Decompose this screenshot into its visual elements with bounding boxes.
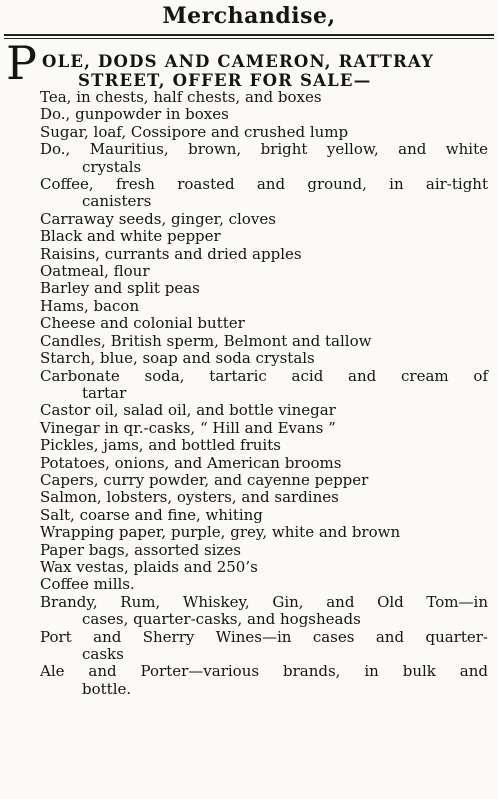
merchandise-list <box>0 89 498 698</box>
heading-rule <box>4 34 494 36</box>
section-title: Merchandise, <box>162 3 336 29</box>
list-item-text: Barley and split peas <box>40 279 200 298</box>
list-item-text: Capers, curry powder, and cayenne pepper <box>40 470 369 489</box>
list-item-text: Vinegar in qr.-casks, “ Hill and Evans ” <box>40 418 336 437</box>
list-item <box>0 106 498 123</box>
list-item <box>0 455 498 472</box>
list-item-text: Candles, British sperm, Belmont and tallow <box>40 331 372 350</box>
list-item-text: Port and Sherry Wines—in cases and quarter- <box>40 627 488 646</box>
list-item <box>0 141 498 176</box>
list-item-text: Coffee mills. <box>40 575 135 594</box>
list-item-text: Do., Mauritius, brown, bright yellow, and white <box>40 140 488 159</box>
list-item-text: Carbonate soda, tartaric acid and cream of <box>40 366 488 385</box>
list-item-continuation: crystals <box>82 157 142 176</box>
list-item-continuation: cases, quarter-casks, and hogsheads <box>82 610 361 629</box>
list-item-text: Tea, in chests, half chests, and boxes <box>40 88 322 106</box>
list-item-text: Hams, bacon <box>40 296 140 315</box>
list-item-text: Coffee, fresh roasted and ground, in air-tight <box>40 175 488 194</box>
list-item <box>0 124 498 141</box>
list-item-continuation: bottle. <box>82 679 132 698</box>
list-item <box>0 402 498 419</box>
advertisement-heading-line-1: OLE, DODS AND CAMERON, RATTRAY <box>42 52 435 71</box>
list-item-text: Wrapping paper, purple, grey, white and brown <box>40 523 401 542</box>
list-item-text: Black and white pepper <box>40 227 221 246</box>
list-item <box>0 368 498 403</box>
list-item <box>0 472 498 489</box>
list-item <box>0 576 498 593</box>
list-item-continuation: tartar <box>82 383 127 402</box>
list-item-text: Oatmeal, flour <box>40 262 150 281</box>
list-item-text: Salt, coarse and fine, whiting <box>40 505 263 524</box>
list-item-text: Raisins, currants and dried apples <box>40 244 302 263</box>
list-item <box>0 315 498 332</box>
list-item <box>0 333 498 350</box>
list-item-text: Ale and Porter—various brands, in bulk and <box>40 662 488 681</box>
list-item-text: Carraway seeds, ginger, cloves <box>40 209 276 228</box>
list-item <box>0 420 498 437</box>
list-item-text: Cheese and colonial butter <box>40 314 245 333</box>
list-item <box>0 350 498 367</box>
list-item <box>0 211 498 228</box>
list-item <box>0 89 498 106</box>
list-item-text: Castor oil, salad oil, and bottle vinegar <box>40 401 336 420</box>
advertisement-heading-line-2: STREET, OFFER FOR SALE— <box>78 71 372 90</box>
list-item-text: Pickles, jams, and bottled fruits <box>40 436 281 455</box>
list-item-text: Wax vestas, plaids and 250’s <box>40 557 258 576</box>
list-item <box>0 176 498 211</box>
list-item-text: Potatoes, onions, and American brooms <box>40 453 342 472</box>
list-item-text: Sugar, loaf, Cossipore and crushed lump <box>40 122 349 141</box>
list-item <box>0 246 498 263</box>
list-item-text: Paper bags, assorted sizes <box>40 540 241 559</box>
list-item <box>0 228 498 245</box>
list-item <box>0 663 498 698</box>
list-item-text: Salmon, lobsters, oysters, and sardines <box>40 488 339 507</box>
list-item <box>0 507 498 524</box>
list-item <box>0 629 498 664</box>
list-item <box>0 298 498 315</box>
heading-rule-thin <box>4 38 494 39</box>
list-item-continuation: canisters <box>82 192 152 211</box>
list-item <box>0 263 498 280</box>
list-item <box>0 524 498 541</box>
list-item-text: Brandy, Rum, Whiskey, Gin, and Old Tom—in <box>40 592 488 611</box>
drop-cap: P <box>6 36 37 90</box>
list-item-text: Starch, blue, soap and soda crystals <box>40 349 315 368</box>
list-item <box>0 489 498 506</box>
list-item-continuation: casks <box>82 645 124 663</box>
list-item <box>0 542 498 559</box>
list-item-text: Do., gunpowder in boxes <box>40 105 229 124</box>
list-item <box>0 280 498 297</box>
list-item <box>0 559 498 576</box>
list-item <box>0 437 498 454</box>
list-item <box>0 594 498 629</box>
